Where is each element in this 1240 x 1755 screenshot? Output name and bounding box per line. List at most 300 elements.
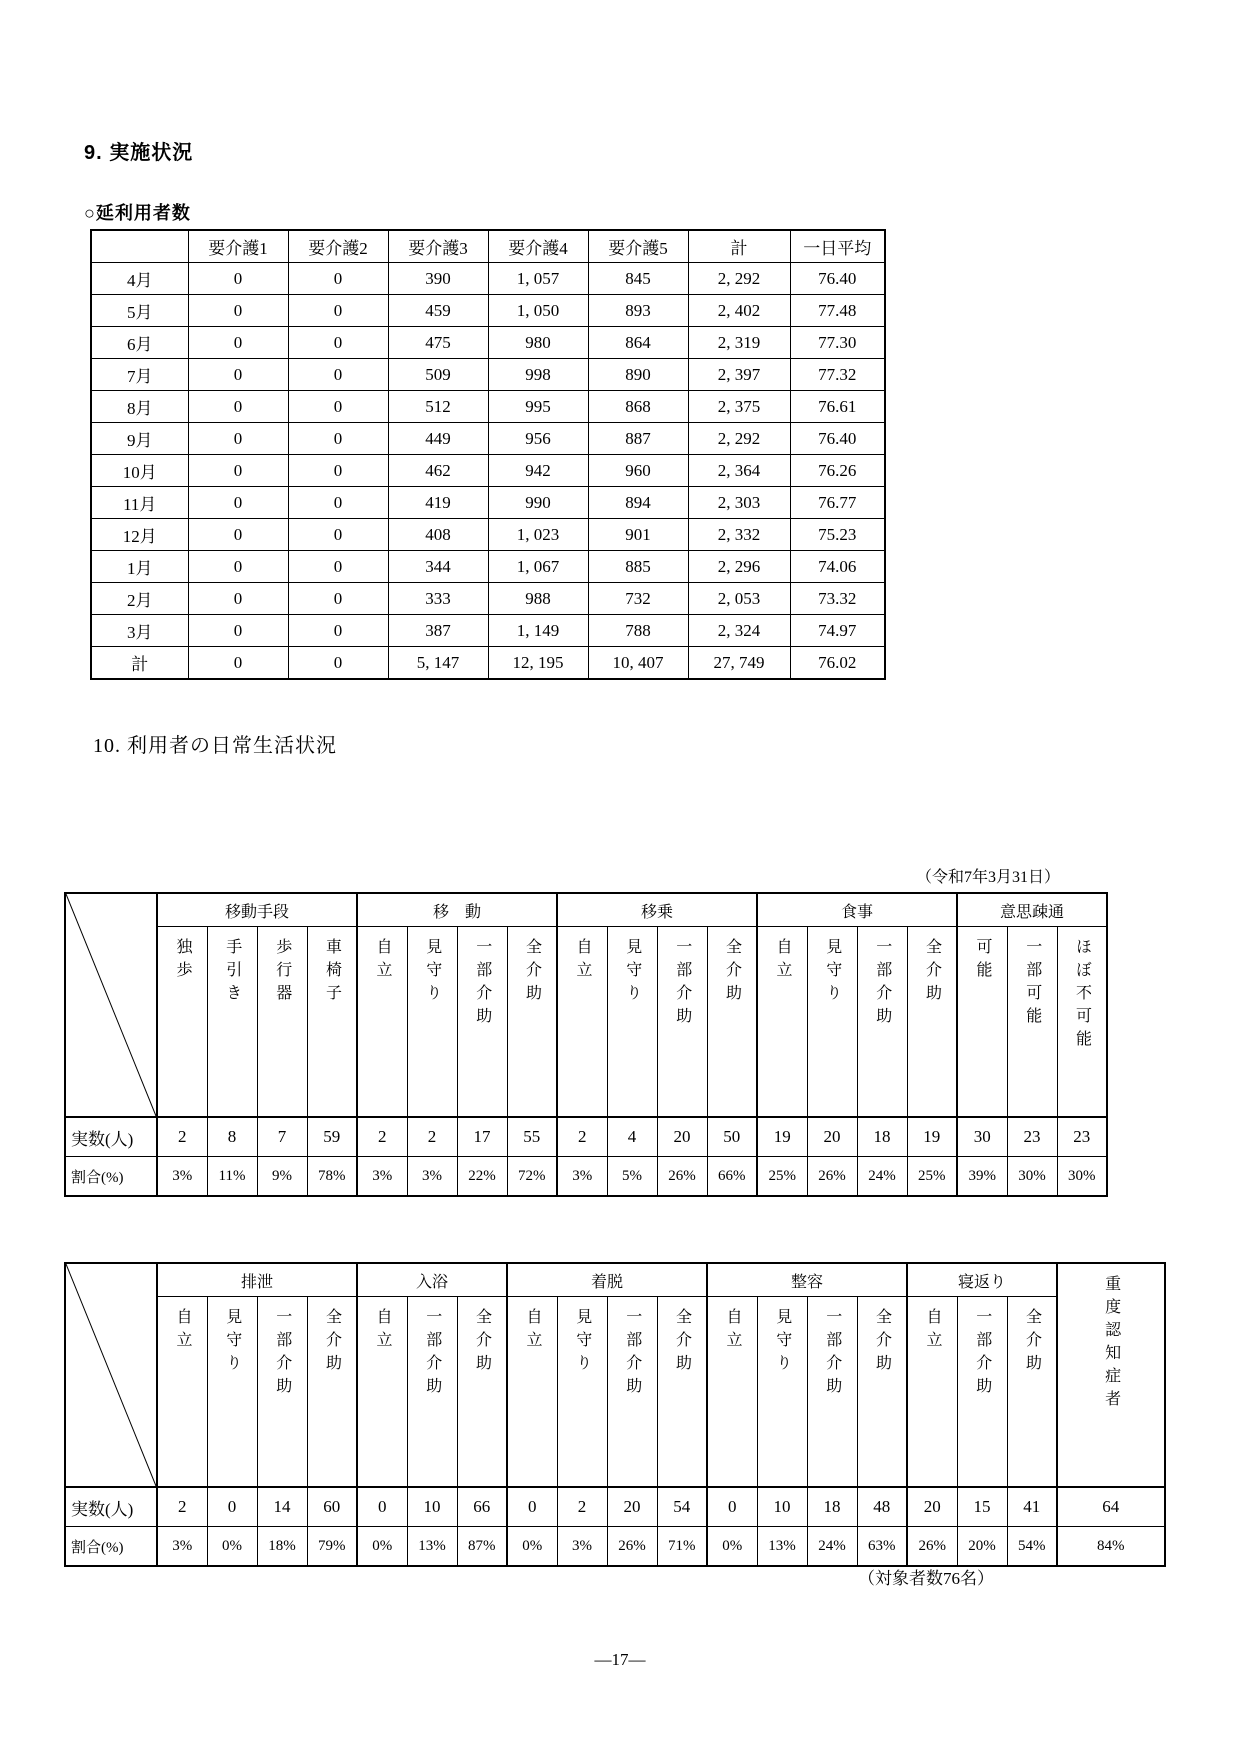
cell: 995	[488, 391, 588, 423]
column-header	[307, 927, 357, 1118]
corner-cell	[65, 893, 157, 1117]
cell: 449	[388, 423, 488, 455]
vertical-label: 見守り	[423, 938, 441, 1007]
table-row	[91, 295, 885, 327]
cell: 0	[188, 423, 288, 455]
table-row	[91, 647, 885, 680]
data-row	[65, 1157, 1107, 1197]
cell: 3%	[407, 1157, 457, 1197]
cell: 0	[188, 263, 288, 295]
cell: 0	[288, 455, 388, 487]
column-header	[957, 1297, 1007, 1488]
group-header: 寝返り	[907, 1263, 1057, 1297]
cell: 8	[207, 1117, 257, 1157]
cell: 20	[657, 1117, 707, 1157]
row-label: 1月	[91, 551, 188, 583]
vertical-label: 見守り	[623, 938, 641, 1007]
cell: 0	[288, 327, 388, 359]
table-row	[91, 583, 885, 615]
cell: 2, 319	[688, 327, 790, 359]
cell: 2, 364	[688, 455, 790, 487]
cell: 23	[1007, 1117, 1057, 1157]
cell: 24%	[857, 1157, 907, 1197]
cell: 845	[588, 263, 688, 295]
cell: 1, 023	[488, 519, 588, 551]
cell: 0	[357, 1487, 407, 1527]
cell: 3%	[357, 1157, 407, 1197]
column-header: 要介護5	[588, 230, 688, 263]
cell: 20%	[957, 1527, 1007, 1567]
section-9-title: 9. 実施状況	[84, 142, 194, 164]
date-note: （令和7年3月31日）	[916, 869, 1061, 886]
cell: 13%	[407, 1527, 457, 1567]
table-row	[91, 423, 885, 455]
cell: 18	[807, 1487, 857, 1527]
cell: 0	[188, 327, 288, 359]
cell: 39%	[957, 1157, 1007, 1197]
cell: 990	[488, 487, 588, 519]
vertical-label: 自立	[774, 938, 792, 984]
vertical-label: 見守り	[823, 938, 841, 1007]
column-header	[657, 1297, 707, 1488]
table-row	[91, 455, 885, 487]
cell: 74.97	[790, 615, 885, 647]
column-header	[457, 1297, 507, 1488]
cell: 84%	[1057, 1527, 1165, 1567]
vertical-label: 一部介助	[973, 1308, 991, 1400]
vertical-label: 一部介助	[673, 938, 691, 1030]
column-header	[557, 927, 607, 1118]
vertical-label: 自立	[374, 1308, 392, 1354]
vertical-label: ほぼ不可能	[1073, 938, 1091, 1053]
cell: 3%	[157, 1157, 207, 1197]
cell: 2, 292	[688, 423, 790, 455]
cell: 0	[188, 455, 288, 487]
column-header: 一日平均	[790, 230, 885, 263]
corner-cell	[91, 230, 188, 263]
cell: 66%	[707, 1157, 757, 1197]
data-row	[65, 1117, 1107, 1157]
cell: 2, 292	[688, 263, 790, 295]
cell: 0	[188, 359, 288, 391]
group-header: 移 動	[357, 893, 557, 927]
table-row	[91, 391, 885, 423]
cell: 30%	[1057, 1157, 1107, 1197]
cell: 1, 050	[488, 295, 588, 327]
cell: 901	[588, 519, 688, 551]
cell: 1, 067	[488, 551, 588, 583]
column-header	[157, 1297, 207, 1488]
cell: 76.40	[790, 263, 885, 295]
cell: 0	[288, 359, 388, 391]
cell: 2	[557, 1487, 607, 1527]
cell: 1, 149	[488, 615, 588, 647]
cell: 17	[457, 1117, 507, 1157]
vertical-label: 全介助	[473, 1308, 491, 1377]
column-header	[357, 927, 407, 1118]
cell: 788	[588, 615, 688, 647]
cell: 887	[588, 423, 688, 455]
vertical-label: 可能	[974, 938, 992, 984]
cell: 26%	[807, 1157, 857, 1197]
row-label: 12月	[91, 519, 188, 551]
group-header: 移乗	[557, 893, 757, 927]
cell: 76.77	[790, 487, 885, 519]
header-row	[91, 230, 885, 263]
cell: 30	[957, 1117, 1007, 1157]
cell: 0	[288, 295, 388, 327]
cell: 77.32	[790, 359, 885, 391]
column-header	[907, 1297, 957, 1488]
column-header: 計	[688, 230, 790, 263]
cell: 333	[388, 583, 488, 615]
cell: 30%	[1007, 1157, 1057, 1197]
cell: 22%	[457, 1157, 507, 1197]
row-label: 割合(%)	[65, 1157, 157, 1197]
cell: 868	[588, 391, 688, 423]
cell: 0	[707, 1487, 757, 1527]
cell: 5%	[607, 1157, 657, 1197]
cell: 25%	[907, 1157, 957, 1197]
group-header: 整容	[707, 1263, 907, 1297]
column-header	[757, 1297, 807, 1488]
table-row	[91, 519, 885, 551]
cell: 73.32	[790, 583, 885, 615]
cell: 2	[557, 1117, 607, 1157]
cell: 0	[188, 583, 288, 615]
column-header	[207, 927, 257, 1118]
vertical-label: 見守り	[773, 1308, 791, 1377]
daily-life-table-2	[64, 1262, 1166, 1567]
row-label: 2月	[91, 583, 188, 615]
cell: 10, 407	[588, 647, 688, 680]
column-header	[707, 1297, 757, 1488]
row-label: 9月	[91, 423, 188, 455]
vertical-label: 一部介助	[623, 1308, 641, 1400]
cell: 980	[488, 327, 588, 359]
group-header: 入浴	[357, 1263, 507, 1297]
cell: 2	[407, 1117, 457, 1157]
column-header: 要介護2	[288, 230, 388, 263]
cell: 27, 749	[688, 647, 790, 680]
cell: 0	[188, 519, 288, 551]
cell: 864	[588, 327, 688, 359]
cell: 76.61	[790, 391, 885, 423]
column-header-row	[65, 927, 1107, 1118]
cell: 2, 324	[688, 615, 790, 647]
vertical-label: 見守り	[573, 1308, 591, 1377]
cell: 15	[957, 1487, 1007, 1527]
vertical-label: 自立	[924, 1308, 942, 1354]
vertical-label: 見守り	[223, 1308, 241, 1377]
cell: 988	[488, 583, 588, 615]
cell: 2, 375	[688, 391, 790, 423]
table-row	[91, 263, 885, 295]
row-label: 実数(人)	[65, 1487, 157, 1527]
vertical-label: 全介助	[523, 938, 541, 1007]
column-header: 要介護3	[388, 230, 488, 263]
table-row	[91, 327, 885, 359]
cell: 41	[1007, 1487, 1057, 1527]
vertical-label: 全介助	[723, 938, 741, 1007]
row-label: 計	[91, 647, 188, 680]
cell: 1, 057	[488, 263, 588, 295]
cell: 11%	[207, 1157, 257, 1197]
vertical-label: 一部可能	[1023, 938, 1041, 1030]
cell: 10	[407, 1487, 457, 1527]
group-header: 移動手段	[157, 893, 357, 927]
cell: 20	[907, 1487, 957, 1527]
vertical-label: 全介助	[873, 1308, 891, 1377]
cell: 7	[257, 1117, 307, 1157]
diagonal-line	[66, 894, 156, 1116]
cell: 0	[288, 583, 388, 615]
cell: 0	[188, 487, 288, 519]
cell: 0	[288, 263, 388, 295]
cell: 26%	[657, 1157, 707, 1197]
cell: 87%	[457, 1527, 507, 1567]
cell: 0	[288, 423, 388, 455]
cell: 74.06	[790, 551, 885, 583]
cell: 2, 296	[688, 551, 790, 583]
cell: 942	[488, 455, 588, 487]
cell: 0	[288, 487, 388, 519]
cell: 18%	[257, 1527, 307, 1567]
cell: 55	[507, 1117, 557, 1157]
column-header	[607, 1297, 657, 1488]
page-number: —17—	[594, 1650, 646, 1669]
cell: 890	[588, 359, 688, 391]
cell: 509	[388, 359, 488, 391]
column-header	[557, 1297, 607, 1488]
column-header	[957, 927, 1007, 1118]
cell: 19	[757, 1117, 807, 1157]
column-header	[907, 927, 957, 1118]
cell: 77.30	[790, 327, 885, 359]
cell: 25%	[757, 1157, 807, 1197]
group-header: 意思疎通	[957, 893, 1107, 927]
cell: 462	[388, 455, 488, 487]
cell: 732	[588, 583, 688, 615]
cell: 419	[388, 487, 488, 519]
cell: 0	[188, 391, 288, 423]
column-header	[407, 927, 457, 1118]
cell: 2	[357, 1117, 407, 1157]
vertical-label: 重度認知症者	[1102, 1275, 1120, 1413]
cell: 0	[288, 551, 388, 583]
vertical-label: 全介助	[923, 938, 941, 1007]
cell: 26%	[607, 1527, 657, 1567]
row-label: 10月	[91, 455, 188, 487]
cell: 3%	[157, 1527, 207, 1567]
cell: 0%	[207, 1527, 257, 1567]
cell: 408	[388, 519, 488, 551]
cell: 20	[607, 1487, 657, 1527]
cell: 3%	[557, 1157, 607, 1197]
cell: 12, 195	[488, 647, 588, 680]
cell: 2, 397	[688, 359, 790, 391]
vertical-label: 自立	[724, 1308, 742, 1354]
cell: 2, 053	[688, 583, 790, 615]
data-row	[65, 1527, 1165, 1567]
corner-cell	[65, 1263, 157, 1487]
cell: 60	[307, 1487, 357, 1527]
cell: 76.02	[790, 647, 885, 680]
cell: 14	[257, 1487, 307, 1527]
table-row	[91, 615, 885, 647]
vertical-label: 自立	[374, 938, 392, 984]
diagonal-line	[66, 1264, 156, 1486]
row-label: 7月	[91, 359, 188, 391]
cell: 344	[388, 551, 488, 583]
column-header	[1007, 927, 1057, 1118]
column-header	[607, 927, 657, 1118]
cell: 18	[857, 1117, 907, 1157]
cell: 54	[657, 1487, 707, 1527]
cell: 3%	[557, 1527, 607, 1567]
row-label: 5月	[91, 295, 188, 327]
column-header	[857, 1297, 907, 1488]
cell: 2	[157, 1117, 207, 1157]
cell: 66	[457, 1487, 507, 1527]
cell: 960	[588, 455, 688, 487]
row-label: 4月	[91, 263, 188, 295]
monthly-users-table	[90, 229, 886, 680]
cell: 0	[188, 615, 288, 647]
vertical-label: 一部介助	[273, 1308, 291, 1400]
cell: 59	[307, 1117, 357, 1157]
column-header	[807, 927, 857, 1118]
cell: 2, 303	[688, 487, 790, 519]
cell: 956	[488, 423, 588, 455]
row-label: 6月	[91, 327, 188, 359]
cell: 24%	[807, 1527, 857, 1567]
monthly-table-caption: ○延利用者数	[84, 203, 191, 223]
column-header	[407, 1297, 457, 1488]
column-header	[1057, 927, 1107, 1118]
cell: 5, 147	[388, 647, 488, 680]
column-header	[857, 927, 907, 1118]
daily-table-1-body	[65, 893, 1107, 1196]
cell: 2, 402	[688, 295, 790, 327]
table-row	[91, 359, 885, 391]
cell: 71%	[657, 1527, 707, 1567]
daily-table-2-body	[65, 1263, 1165, 1566]
cell: 23	[1057, 1117, 1107, 1157]
cell: 72%	[507, 1157, 557, 1197]
cell: 0%	[507, 1527, 557, 1567]
cell: 0%	[707, 1527, 757, 1567]
cell: 0%	[357, 1527, 407, 1567]
column-header-row	[65, 1297, 1165, 1488]
daily-life-table-1	[64, 892, 1108, 1197]
group-header-row	[65, 1263, 1165, 1297]
cell: 0	[188, 551, 288, 583]
cell: 475	[388, 327, 488, 359]
section-10-title: 10. 利用者の日常生活状況	[93, 735, 337, 757]
cell: 10	[757, 1487, 807, 1527]
data-row	[65, 1487, 1165, 1527]
cell: 998	[488, 359, 588, 391]
cell: 9%	[257, 1157, 307, 1197]
column-header	[157, 927, 207, 1118]
column-header	[457, 927, 507, 1118]
vertical-label: 自立	[174, 1308, 192, 1354]
row-label: 割合(%)	[65, 1527, 157, 1567]
row-label: 8月	[91, 391, 188, 423]
cell: 893	[588, 295, 688, 327]
cell: 387	[388, 615, 488, 647]
column-header	[507, 1297, 557, 1488]
cell: 2	[157, 1487, 207, 1527]
column-header	[757, 927, 807, 1118]
cell: 0	[188, 647, 288, 680]
column-header	[257, 927, 307, 1118]
column-header	[707, 927, 757, 1118]
cell: 894	[588, 487, 688, 519]
subject-count-note: （対象者数76名）	[858, 1569, 994, 1588]
vertical-label: 一部介助	[873, 938, 891, 1030]
table-row	[91, 551, 885, 583]
cell: 19	[907, 1117, 957, 1157]
cell: 2, 332	[688, 519, 790, 551]
cell: 0	[207, 1487, 257, 1527]
group-header-row	[65, 893, 1107, 927]
cell: 512	[388, 391, 488, 423]
monthly-table-body	[91, 230, 885, 679]
row-label: 実数(人)	[65, 1117, 157, 1157]
column-header	[657, 927, 707, 1118]
cell: 64	[1057, 1487, 1165, 1527]
tall-column-header	[1057, 1263, 1165, 1487]
column-header	[307, 1297, 357, 1488]
column-header	[807, 1297, 857, 1488]
vertical-label: 一部介助	[423, 1308, 441, 1400]
cell: 54%	[1007, 1527, 1057, 1567]
column-header: 要介護1	[188, 230, 288, 263]
group-header: 着脱	[507, 1263, 707, 1297]
column-header	[257, 1297, 307, 1488]
cell: 76.40	[790, 423, 885, 455]
column-header: 要介護4	[488, 230, 588, 263]
cell: 0	[288, 391, 388, 423]
cell: 0	[288, 647, 388, 680]
column-header	[1007, 1297, 1057, 1488]
cell: 76.26	[790, 455, 885, 487]
cell: 79%	[307, 1527, 357, 1567]
column-header	[207, 1297, 257, 1488]
table-row	[91, 487, 885, 519]
vertical-label: 自立	[524, 1308, 542, 1354]
column-header	[357, 1297, 407, 1488]
cell: 4	[607, 1117, 657, 1157]
vertical-label: 全介助	[1023, 1308, 1041, 1377]
cell: 0	[188, 295, 288, 327]
cell: 13%	[757, 1527, 807, 1567]
vertical-label: 全介助	[323, 1308, 341, 1377]
cell: 26%	[907, 1527, 957, 1567]
cell: 20	[807, 1117, 857, 1157]
cell: 48	[857, 1487, 907, 1527]
cell: 885	[588, 551, 688, 583]
cell: 78%	[307, 1157, 357, 1197]
column-header	[507, 927, 557, 1118]
vertical-label: 歩行器	[273, 938, 291, 1007]
row-label: 3月	[91, 615, 188, 647]
vertical-label: 手引き	[223, 938, 241, 1007]
row-label: 11月	[91, 487, 188, 519]
cell: 459	[388, 295, 488, 327]
